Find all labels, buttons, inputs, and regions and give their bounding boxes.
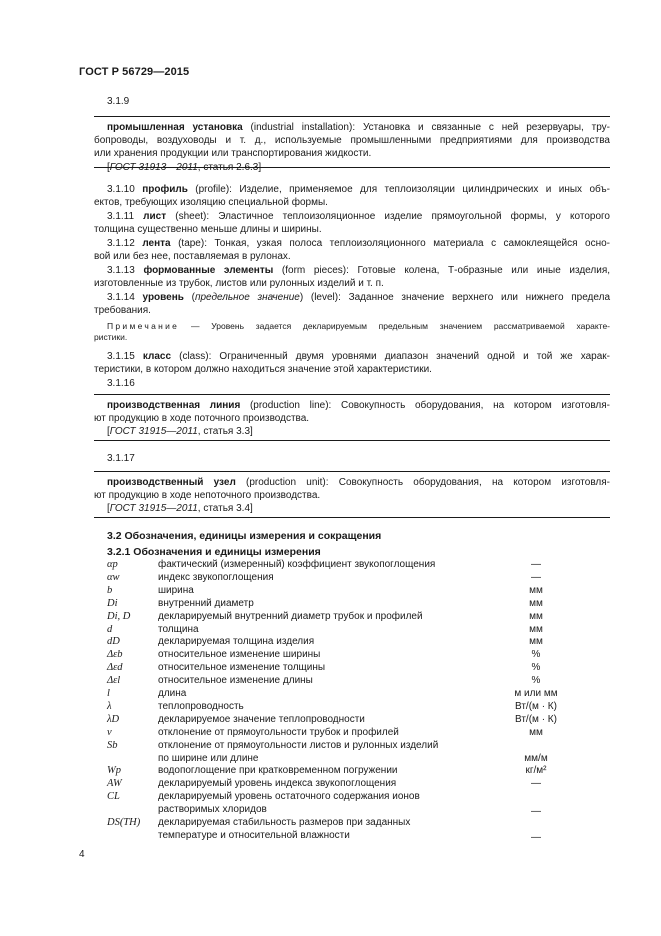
symbol-description: декларируемый уровень остаточного содержания ионов [158, 791, 420, 803]
clause-form-pieces: 3.1.13 формованные элементы (form pieces): Готовые колена, Т-образные или иные изделия, [107, 265, 611, 276]
definition-box-production-unit [94, 471, 610, 518]
symbol-description: внутренний диаметр [158, 597, 254, 609]
definition-line: ют продукцию в ходе поточного производства. [94, 413, 310, 425]
symbol-description: отклонение от прямоугольности трубок и профилей [158, 726, 399, 738]
symbol-description: декларируемое значение теплопроводности [158, 713, 365, 725]
clause-line: ектов, требующих изоляцию специальной формы. [94, 197, 328, 208]
unit-of-measure: Вт/(м · К) [515, 713, 557, 725]
unit-of-measure: мм [529, 636, 543, 648]
definition-line: производственный узел (production unit): Совокупность оборудования, на котором изготовля- [107, 477, 610, 488]
symbol-description: относительное изменение толщины [158, 662, 326, 674]
section-heading: 3.2 Обозначения, единицы измерения и сокращения [107, 530, 382, 542]
symbol: dD [107, 636, 120, 648]
symbol-description-continued: температуре и относительной влажности [158, 829, 350, 841]
symbol-description: декларируемый уровень индекса звукопоглощения [158, 778, 397, 790]
definition-line: производственная линия (production line): Совокупность оборудования, на котором изготовля- [107, 400, 611, 411]
symbol: d [107, 623, 113, 635]
symbol: λD [107, 713, 120, 725]
clause-sheet: 3.1.11 лист (sheet): Эластичное теплоизоляционное изделие прямоугольной формы, у которого [107, 211, 610, 222]
clause-line: теристики, в котором должно находиться значение этой характеристики. [94, 364, 432, 375]
symbol-description: относительное изменение ширины [158, 649, 321, 661]
symbol-description: толщина [158, 623, 199, 635]
symbol: Sb [107, 739, 118, 751]
definition-line: промышленная установка (industrial installation): Установка и связанные с ней резервуары, тру- [107, 122, 610, 133]
unit-of-measure: % [531, 649, 541, 661]
unit-of-measure: — [531, 806, 541, 818]
unit-of-measure: % [531, 675, 541, 687]
clause-line: вой или без нее, поставляемая в рулонах. [94, 251, 291, 262]
symbol: b [107, 584, 113, 596]
symbol-description: фактический (измеренный) коэффициент звукопоглощения [158, 559, 436, 570]
symbol: αw [107, 571, 120, 583]
unit-of-measure: — [531, 831, 541, 843]
document-header: ГОСТ Р 56729—2015 [79, 66, 190, 78]
symbol: l [107, 688, 110, 699]
symbol-description: ширина [158, 584, 194, 596]
symbol: DS(TH) [107, 817, 141, 828]
symbol: Δεd [107, 662, 123, 674]
definition-reference: [ГОСТ 31915—2011, статья 3.3] [107, 426, 253, 438]
unit-of-measure: мм/м [524, 752, 548, 764]
definition-line: ют продукцию в ходе непоточного производства. [94, 490, 321, 502]
clause-number: 3.1.16 [107, 378, 135, 389]
definition-reference: [ГОСТ 31915—2011, статья 3.4] [107, 503, 253, 515]
unit-of-measure: % [531, 662, 541, 674]
unit-of-measure: — [531, 559, 541, 570]
symbol-description: индекс звукопоглощения [158, 571, 274, 583]
definition-line: бопроводы, воздуховоды и т. д., используемые промышленными предприятиями для производства [94, 135, 610, 147]
unit-of-measure: м или мм [514, 688, 558, 699]
symbol: ν [107, 726, 112, 738]
symbol: Wp [107, 765, 121, 777]
unit-of-measure: Вт/(м · К) [515, 700, 557, 712]
symbol: Δεb [107, 649, 123, 661]
note: Примечание — Уровень задается декларируемым предельным значением рассматриваемой характе- [107, 321, 610, 331]
clause-line: толщина существенно меньше длины и ширины. [94, 224, 322, 235]
symbol-description: относительное изменение длины [158, 675, 313, 687]
unit-of-measure: мм [529, 623, 543, 635]
clause-level: 3.1.14 уровень (предельное значение) (level): Заданное значение верхнего или нижнего предела [107, 292, 611, 303]
clause-line: требования. [94, 305, 151, 316]
unit-of-measure: мм [529, 597, 543, 609]
symbol-description: декларируемая толщина изделия [158, 636, 315, 648]
note-label: Примечание [107, 321, 180, 331]
definition-box-industrial-installation [94, 116, 610, 173]
symbol-description: водопоглощение при кратковременном погружении [158, 765, 398, 777]
unit-of-measure: мм [529, 610, 543, 622]
symbol: Δεl [107, 675, 121, 687]
symbol-description: длина [158, 688, 187, 699]
symbol-description: декларируемый внутренний диаметр трубок и профилей [158, 610, 423, 622]
unit-of-measure: — [531, 778, 541, 790]
subsection-heading: 3.2.1 Обозначения и единицы измерения [107, 546, 321, 558]
unit-of-measure: мм [529, 584, 543, 596]
symbol: AW [107, 778, 122, 790]
clause-class: 3.1.15 класс (class): Ограниченный двумя уровнями диапазон значений одной и той же харак- [107, 351, 611, 362]
clause-number: 3.1.17 [107, 453, 135, 464]
term: промышленная установка [107, 122, 243, 133]
note-line: ристики. [94, 332, 128, 342]
symbol: Di [107, 597, 118, 609]
symbol: αp [107, 559, 118, 570]
symbol: λ [107, 700, 112, 712]
clause-tape: 3.1.12 лента (tape): Тонкая, узкая полоса теплоизоляционного материала с самоклеящейся осно- [107, 238, 610, 249]
clause-profile: 3.1.10 профиль (profile): Изделие, применяемое для теплоизоляции цилиндрических и иных объ- [107, 184, 610, 195]
symbol-description: декларируемая стабильность размеров при заданных [158, 817, 411, 828]
definition-reference: [ГОСТ 31913—2011, статья 2.6.3] [107, 161, 262, 173]
symbol: Di, D [107, 610, 131, 622]
unit-of-measure: — [531, 571, 541, 583]
symbol-description: отклонение от прямоугольности листов и рулонных изделий [158, 739, 439, 751]
symbol: CL [107, 791, 120, 803]
page-number: 4 [79, 849, 85, 860]
definition-box-production-line [94, 394, 610, 441]
clause-number: 3.1.9 [107, 96, 130, 107]
symbol-description-continued: растворимых хлоридов [158, 804, 267, 816]
clause-line: изготовленные из трубок, листов или рулонных изделий и т. п. [94, 278, 384, 289]
symbol-description-continued: по ширине или длине [158, 752, 259, 764]
definition-line: или хранения продукции или транспортирования жидкости. [94, 148, 372, 160]
symbol-description: теплопроводность [158, 700, 244, 712]
unit-of-measure: кг/м² [525, 765, 547, 777]
unit-of-measure: мм [529, 726, 543, 738]
